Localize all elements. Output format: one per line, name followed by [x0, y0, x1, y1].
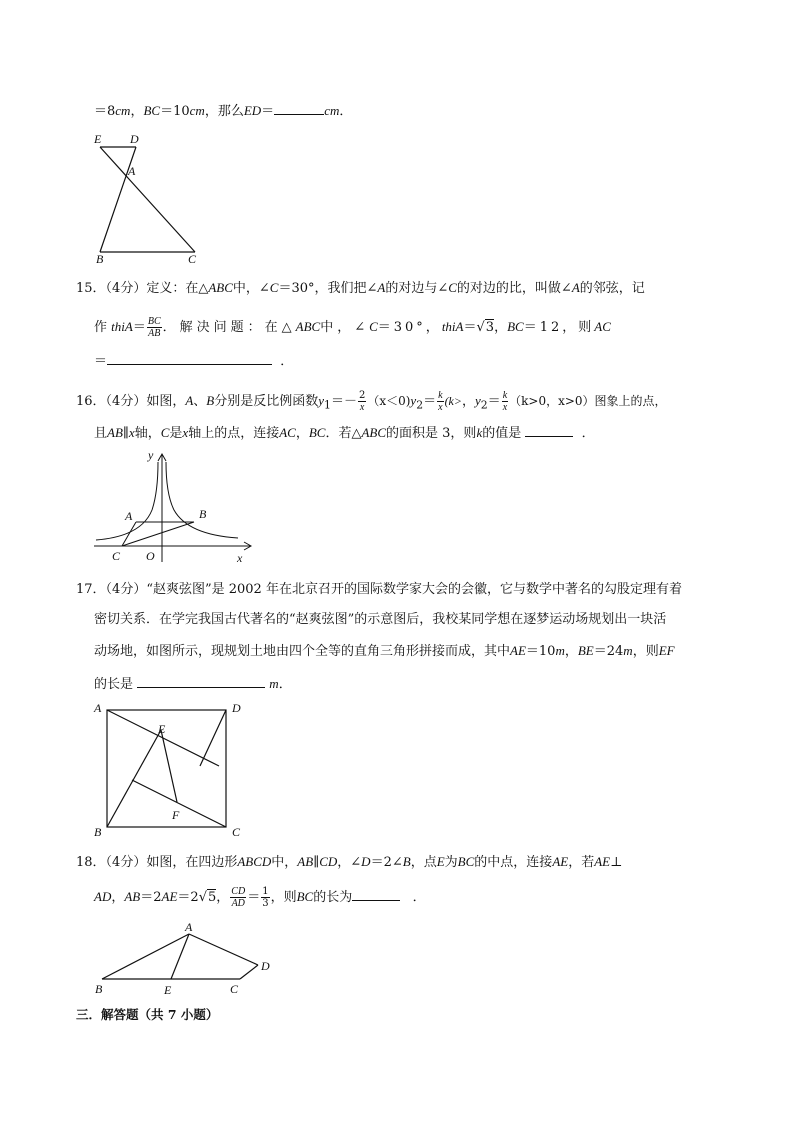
q14-line — [94, 102, 352, 121]
label-C: C — [188, 252, 197, 266]
q17-text: 的长是 — [94, 677, 134, 692]
q15-text: ．解决问题：在△ — [162, 320, 296, 335]
q15-line3 — [94, 352, 293, 371]
q16-var: A — [185, 393, 194, 408]
label-E: E — [158, 722, 166, 736]
label-F: F — [172, 808, 180, 822]
q16-var: y — [410, 393, 417, 408]
q16-var: C — [160, 425, 170, 440]
section-heading: 三．解答题（共 7 小题） — [76, 1007, 219, 1022]
q18-var: ABCD — [237, 854, 272, 869]
frac-numerator: CD — [231, 886, 246, 897]
q18-text: ， — [216, 890, 230, 905]
q15-text: ， — [494, 320, 508, 335]
q17-line1: 17．（4分）“赵爽弦图”是 2002 年在北京召开的国际数学家大会的会徽，它与数学中著名的勾股定理有着 — [76, 582, 682, 597]
q17-var: AE — [510, 643, 526, 658]
q17-unit: m — [269, 676, 279, 691]
q18-var: AE — [552, 854, 569, 869]
label-B: B — [95, 982, 103, 996]
line-EC — [100, 147, 195, 252]
q15-var: ABC — [295, 319, 321, 334]
q14-text: ． — [339, 104, 353, 119]
label-A: A — [94, 701, 102, 715]
label-x: x — [237, 551, 243, 565]
curve-y2 — [166, 462, 238, 538]
segment-AE — [171, 934, 189, 979]
frac-numerator: 1 — [262, 886, 269, 897]
q16-text: 是 — [169, 426, 183, 441]
label-C: C — [232, 825, 241, 839]
line-B — [107, 730, 161, 827]
label-E: E — [94, 132, 102, 146]
label-C: C — [112, 549, 121, 563]
segment-BC — [122, 522, 194, 546]
q18-var: BC — [457, 854, 475, 869]
q16-text: 轴， — [134, 426, 161, 441]
q14-var: BC — [143, 103, 161, 118]
label-D: D — [130, 132, 139, 146]
answer-blank[interactable] — [107, 352, 272, 365]
q18-text: 中， — [271, 855, 298, 870]
q15-var: C — [369, 319, 378, 334]
q16-line1 — [76, 386, 667, 421]
q16-text: （k>0，x>0）图象上的点， — [509, 394, 667, 408]
answer-blank[interactable] — [525, 424, 573, 437]
q15-var: thiA — [111, 319, 133, 334]
label-E: E — [164, 983, 172, 997]
q15-text: 15．（4分）定义：在△ — [76, 281, 209, 296]
frac-numerator: 2 — [358, 390, 366, 401]
q18-line2: AD，AB＝2AE＝2√5， $\frac{CD}{AD}$ ＝ $\frac{1}{3}$ ，则BC的长为 ． — [94, 886, 426, 909]
curve-y1 — [96, 462, 158, 540]
q17-figure — [90, 698, 255, 840]
q16-var: AB — [107, 425, 123, 440]
frac-denominator: x — [438, 402, 443, 413]
q15-text: ＝30°，我们把∠ — [278, 281, 378, 296]
q16-line2 — [94, 424, 595, 443]
q17-text: 动场地，如图所示，现规划土地由四个全等的直角三角形拼接而成，其中 — [94, 644, 511, 659]
q15-text: 的对边的比，叫做∠ — [456, 281, 572, 296]
sqrt-radicand: 3 — [485, 320, 495, 335]
sqrt-radicand: 5 — [208, 890, 217, 905]
q18-text: ＝2∠ — [370, 855, 403, 870]
label-D: D — [232, 701, 241, 715]
label-O: O — [146, 549, 155, 563]
label-A: A — [185, 920, 193, 934]
q18-var: CD — [319, 854, 338, 869]
q16-text: ， — [295, 426, 309, 441]
line-D — [200, 710, 226, 766]
q17-text: ， — [564, 644, 578, 659]
fraction — [437, 390, 443, 413]
q18-text: ＝2 — [140, 890, 162, 905]
q15-text: ＝30°， — [377, 320, 442, 335]
fraction — [147, 316, 162, 339]
q16-text: 且 — [94, 426, 108, 441]
q14-text: ，那么 — [204, 104, 244, 119]
answer-blank[interactable] — [274, 102, 324, 115]
q18-text: ，则 — [270, 890, 297, 905]
q17-unit: m — [623, 643, 633, 658]
frac-numerator: BC — [147, 316, 161, 327]
q18-text: ＝ — [247, 890, 261, 905]
q16-var: y — [318, 393, 325, 408]
q18-var: D — [361, 854, 371, 869]
q18-var: AE — [594, 854, 611, 869]
fraction — [261, 886, 269, 909]
q15-var: C — [269, 280, 279, 295]
segment-CD — [240, 965, 258, 979]
label-C: C — [230, 982, 239, 996]
q18-text: ，点 — [410, 855, 437, 870]
q17-line3 — [94, 642, 675, 661]
q15-var: thiA — [441, 319, 464, 334]
label-B: B — [199, 507, 207, 521]
label-A: A — [128, 164, 136, 178]
q18-text: 18．（4分）如图，在四边形 — [76, 855, 238, 870]
label-B: B — [96, 252, 104, 266]
q17-line2: 密切关系．在学完我国古代著名的“赵爽弦图”的示意图后，我校某同学想在逐梦运动场规划出一块活 — [94, 612, 667, 627]
q14-figure — [90, 130, 210, 265]
label-D: D — [261, 959, 270, 973]
q16-text: 的面积是 3，则 — [386, 426, 477, 441]
q18-line1 — [76, 853, 622, 872]
q15-text: ＝ — [132, 320, 146, 335]
q15-var: ABC — [208, 280, 233, 295]
q15-var: C — [448, 280, 457, 295]
q15-var: A — [571, 280, 580, 295]
q17-unit: m — [555, 643, 565, 658]
q16-text: 16．（4分）如图， — [76, 394, 186, 409]
q18-text: ， — [111, 890, 125, 905]
q15-text: 中，∠ — [320, 320, 370, 335]
q18-var: AD — [94, 889, 112, 904]
q16-figure — [92, 450, 262, 568]
q17-text: ＝24 — [593, 644, 624, 659]
q15-line1 — [76, 279, 645, 298]
label-y: y — [148, 448, 154, 462]
q16-text: （x＜0) — [367, 394, 411, 408]
q17-text: ＝10 — [525, 644, 556, 659]
q15-line2: 作 thiA＝ $\frac{BC}{AB}$ ．解决问题：在△ABC中，∠C＝30°，thiA＝√3，BC＝12，则AC — [94, 316, 611, 339]
q15-var: A — [377, 280, 386, 295]
q15-var: BC — [507, 319, 524, 334]
q18-text: ⊥ — [610, 855, 623, 870]
q17-text: ． — [278, 677, 292, 692]
frac-denominator: x — [502, 402, 508, 413]
subscript: 2 — [480, 398, 488, 412]
answer-blank[interactable] — [352, 888, 400, 901]
q18-text: 为 — [444, 855, 458, 870]
frac-denominator: AB — [148, 328, 161, 339]
q18-text: 的中点，连接 — [474, 855, 553, 870]
q14-unit: cm — [189, 103, 205, 118]
line-DB — [100, 147, 136, 252]
q18-var: B — [402, 854, 411, 869]
q16-var: x — [182, 425, 189, 440]
q16-var: AC — [279, 425, 296, 440]
square-ABCD — [107, 710, 226, 827]
q18-var: BC — [296, 889, 314, 904]
frac-denominator: AD — [231, 898, 245, 909]
q18-text: ＝2 — [177, 890, 199, 905]
q15-text: 的对边与∠ — [385, 281, 449, 296]
q16-text: ＝－ — [330, 394, 357, 409]
q16-text: ＝ — [487, 394, 501, 409]
q18-var: AB — [297, 854, 314, 869]
q14-text: ＝10 — [160, 104, 190, 119]
fraction — [230, 886, 246, 909]
q15-text: ． — [280, 354, 294, 369]
q16-text: ∥ — [122, 426, 129, 441]
q14-unit: cm — [324, 103, 340, 118]
q16-text: 、 — [193, 394, 207, 409]
q16-text: 的值是 — [482, 426, 522, 441]
q16-var: x — [128, 425, 135, 440]
q18-figure — [90, 918, 280, 998]
q15-text: 的邻弦，记 — [579, 281, 645, 296]
q14-text: ＝ — [261, 104, 275, 119]
frac-denominator: x — [359, 402, 365, 413]
q18-text: ，若 — [568, 855, 595, 870]
subscript: 2 — [416, 398, 424, 412]
q18-text: 的长为 — [313, 890, 353, 905]
q16-var: BC — [308, 425, 326, 440]
fraction — [502, 390, 508, 413]
q18-text: ∥ — [313, 855, 320, 870]
q15-text: 作 — [94, 320, 108, 335]
q18-var: E — [436, 854, 445, 869]
q14-unit: cm — [115, 103, 131, 118]
q18-var: AB — [124, 889, 141, 904]
q16-var: y — [475, 393, 481, 408]
q16-var: B — [206, 393, 215, 408]
q17-var: BE — [577, 643, 594, 658]
q17-text: ，则 — [632, 644, 659, 659]
segment-AD — [189, 934, 258, 965]
q18-text: ，∠ — [337, 855, 362, 870]
q16-text: ， — [461, 394, 475, 409]
q15-text: 中，∠ — [232, 281, 270, 296]
q16-text: 轴上的点，连接 — [188, 426, 280, 441]
q15-text: ＝12，则 — [523, 320, 595, 335]
q14-text: ＝8 — [94, 104, 116, 119]
q18-var: AE — [161, 889, 178, 904]
frac-denominator: 3 — [262, 898, 269, 909]
q14-text: ， — [130, 104, 144, 119]
q16-text: ＝ — [423, 394, 437, 409]
q15-var: AC — [594, 319, 611, 334]
subscript: 1 — [324, 398, 331, 412]
q16-text: ．若△ — [325, 426, 362, 441]
q18-text: ． — [412, 890, 426, 905]
frac-numerator: k — [502, 390, 508, 401]
q16-var: k — [476, 425, 483, 440]
q16-text: ． — [581, 426, 595, 441]
label-B: B — [94, 825, 102, 839]
q14-var: ED — [243, 103, 262, 118]
answer-blank[interactable] — [137, 675, 265, 688]
q16-text: (k> — [444, 394, 462, 408]
segment-AB — [102, 934, 189, 979]
q15-text: ＝ — [463, 320, 477, 335]
q17-var: EF — [658, 643, 675, 658]
q15-text: ＝ — [94, 354, 108, 369]
label-A: A — [125, 509, 133, 523]
q16-var: ABC — [361, 425, 387, 440]
q17-line4 — [94, 675, 292, 694]
q16-text: 分别是反比例函数 — [214, 394, 319, 409]
fraction — [358, 390, 366, 413]
frac-numerator: k — [438, 390, 443, 401]
